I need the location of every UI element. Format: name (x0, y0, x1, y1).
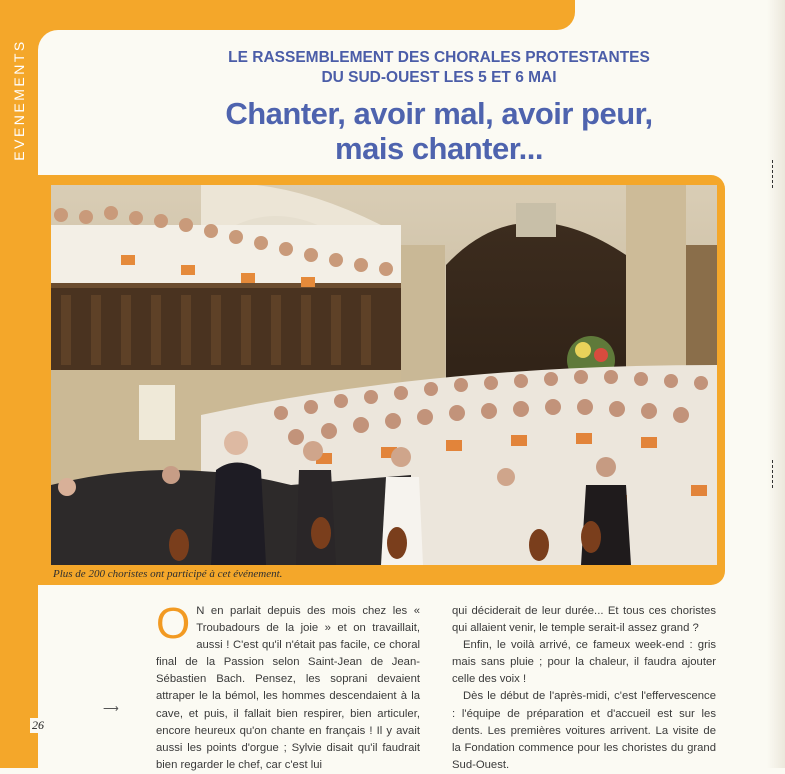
drop-cap: O (156, 599, 191, 648)
page-number: 26 (32, 718, 44, 732)
article-column-left (156, 599, 420, 774)
photo-caption: Plus de 200 choristes ont participé à cet événement. (53, 568, 283, 580)
headline-line: mais chanter... (335, 131, 543, 166)
page-edge-shadow (767, 0, 785, 768)
article-headline (190, 96, 688, 166)
article-paragraph: qui déciderait de leur durée... Et tous ces choristes qui allaient venir, le temple serait-il assez grand ? (452, 605, 716, 635)
article-paragraph (156, 599, 420, 774)
paragraph-text: N en parlait depuis des mois chez les « Troubadours de la joie » et on travaillait, aussi ! C'est qu'il n'était pas facile, ce choral final de la Passion selon Saint-Jean de Jean-Sébastien Bach. Pensez, les soprani devaient attraper le la bémol, les hommes descendaient à la cave, et puis, il fallait bien respirer, bien articuler, encore heureux qu'on chante en français ! Il y avait aussi les points d'orgue ; Sylvie disait qu'il faudrait bien regarder le chef, car c'est lui (156, 605, 420, 771)
arrow-marker-icon: ⟶ (103, 703, 119, 715)
binding-mark (772, 460, 779, 488)
binding-mark (772, 160, 779, 188)
frame-inner-corner (38, 30, 58, 50)
choir-photo (51, 185, 717, 565)
article-paragraph: Dès le début de l'après-midi, c'est l'effervescence : l'équipe de préparation et d'accueil est sur les dents. Les premières voitures arrivent. La visite de la Fondation commence pour les choristes du grand Sud-Ouest. (452, 690, 716, 771)
article-paragraph: Enfin, le voilà arrivé, ce fameux week-end : gris mais sans pluie ; pour la chaleur, il faudra ajouter celle des voix ! (452, 639, 716, 686)
orange-frame-top (0, 0, 575, 30)
article-column-right (452, 603, 716, 774)
section-label: EVENEMENTS (11, 39, 27, 161)
kicker-line: DU SUD-OUEST LES 5 ET 6 MAI (321, 69, 557, 86)
kicker-line: LE RASSEMBLEMENT DES CHORALES PROTESTANTES (228, 49, 650, 66)
article-kicker (215, 48, 663, 88)
headline-line: Chanter, avoir mal, avoir peur, (225, 96, 653, 131)
